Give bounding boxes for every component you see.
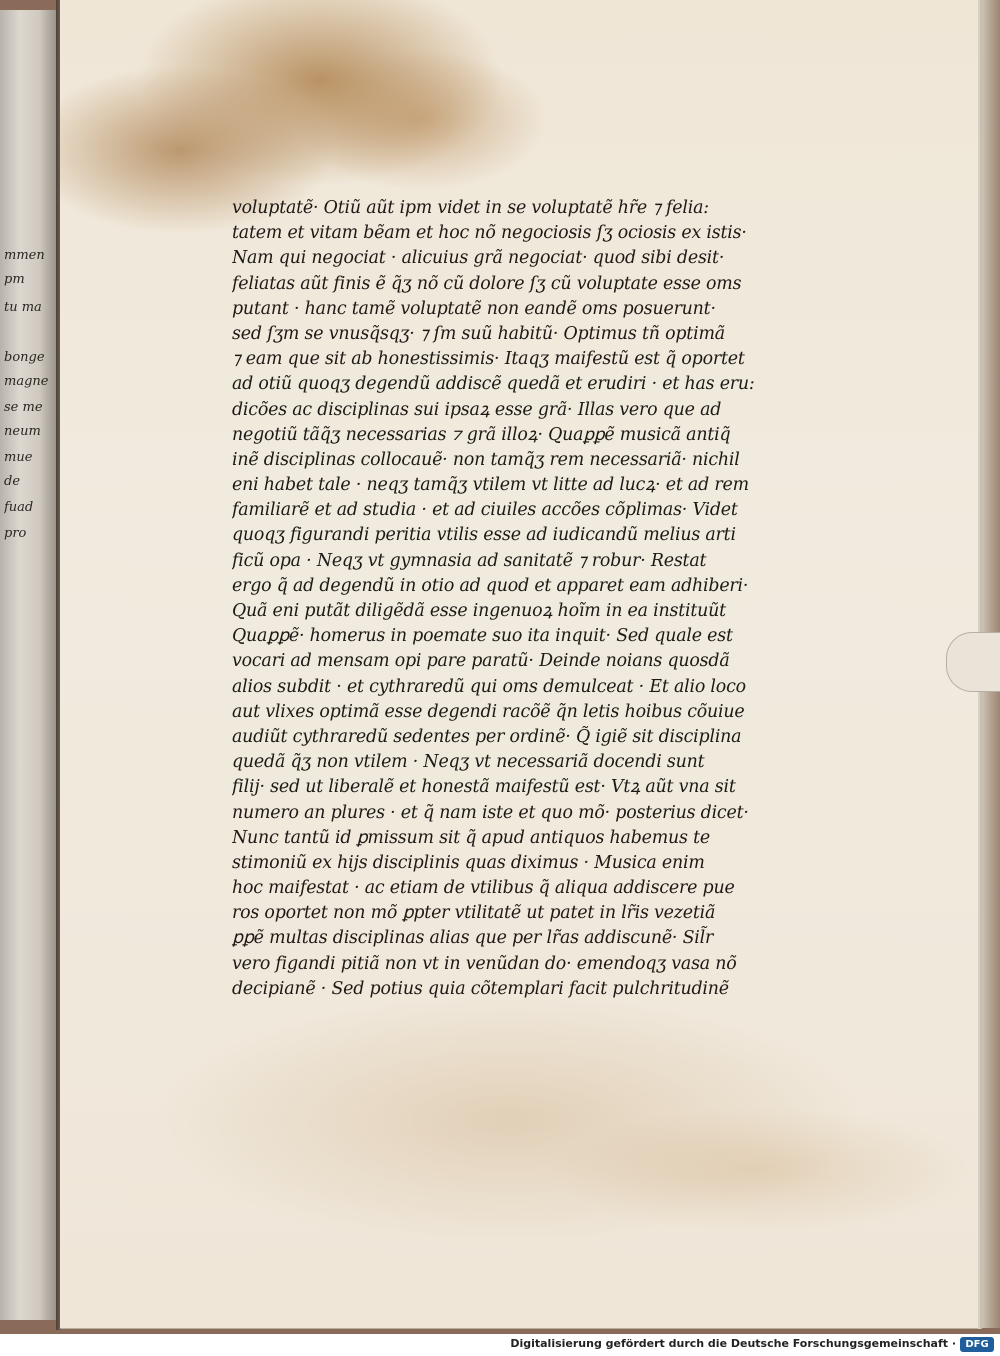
text-line: decipianẽ · Sed potius quia cõtemplari facit pulchritudinẽ [232,978,729,999]
text-line: tatem et vitam bẽam et hoc nõ negociosis ſʒ ociosis ex istis· [232,223,747,244]
page-tab-marker [946,632,1000,692]
left-page-fragment: neum [4,424,41,439]
text-line: vero figandi pitiã non vt in venũdan do· emendoqʒ vasa nõ [232,953,737,974]
left-page-fragment: fuad [4,500,34,515]
text-line: hoc maifestat · ac etiam de vtilibus q̃ aliqua addiscere pue [232,878,735,899]
text-line: negotiũ tãq̃ʒ necessarias ⁊ grã illoꝝ· Quaꝑꝑẽ musicã antiq̃ [232,424,731,445]
text-line: eni habet tale · neqʒ tamq̃ʒ vtilem vt litte ad lucꝝ· et ad rem [232,475,749,496]
dfg-logo-icon: DFG [960,1337,994,1352]
text-line: stimoniũ ex hijs disciplinis quas diximus · Musica enim [232,852,705,873]
text-line: ergo q̃ ad degendũ in otio ad quod et apparet eam adhiberi· [232,575,749,596]
left-page-fragment: mmen [4,248,45,263]
text-line: Nam qui negociat · alicuius grã negociat· quod sibi desit· [232,248,725,269]
text-line: filij· sed ut liberalẽ et honestã maifestũ est· Vtꝝ aũt vna sit [232,777,736,798]
text-line: Quã eni putãt diligẽdã esse ingenuoꝝ hoĩm in ea instituũt [232,601,726,621]
incunabula-text-block [232,196,792,1002]
left-page-fragment: pro [4,526,27,541]
text-line: putant · hanc tamẽ voluptatẽ non eandẽ oms posuerunt· [232,298,716,319]
text-line: aut vlixes optimã esse degendi racõẽ q̃n letis hoibus cõuiue [232,701,745,722]
text-line: ad otiũ quoqʒ degendũ addiscẽ quedã et erudiri · et has eru: [232,374,755,395]
text-line: voluptatẽ· Otiũ aũt ipm videt in se voluptatẽ hr̃e ⁊ felia: [232,198,709,218]
left-page-fragment: mue [4,450,33,465]
text-line: ficũ opa · Neqʒ vt gymnasia ad sanitatẽ ⁊ robur· Restat [232,550,707,571]
left-page-fragment: se me [4,400,43,415]
funding-footer [0,1334,1000,1356]
left-facing-page-edge [0,10,58,1320]
left-page-fragment: bonge [4,350,45,365]
left-page-fragment: de [4,474,21,489]
text-line: vocari ad mensam opi pare paratũ· Deinde noians quosdã [232,651,730,672]
text-line: Quaꝑꝑẽ· homerus in poemate suo ita inquit· Sed quale est [232,626,733,647]
left-page-fragment: pm [4,272,25,287]
text-line: quoqʒ figurandi peritia vtilis esse ad iudicandũ melius arti [232,525,736,546]
text-line: alios subdit · et cythraredũ qui oms demulceat · Et alio loco [232,676,746,697]
text-line: sed ſʒm se vnusq̃sqʒ· ⁊ ſm suũ habitũ· Optimus tñ optimã [232,323,725,344]
footer-credit-text: Digitalisierung gefördert durch die Deutsche Forschungsgemeinschaft · [510,1337,956,1350]
text-line: numero an plures · et q̃ nam iste et quo mõ· posterius dicet· [232,802,749,823]
text-line: Nunc tantũ id ꝑmissum sit q̃ apud antiquos habemus te [232,827,710,848]
text-line: feliatas aũt finis ẽ q̃ʒ nõ cũ dolore ſʒ cũ voluptate esse oms [232,273,742,294]
text-line: dicões ac disciplinas sui ipsaꝝ esse grã· Illas vero que ad [232,399,722,420]
text-line: ros oportet non mõ ꝑpter vtilitatẽ ut patet in lr̃is vezetiã [232,903,716,924]
text-line: ⁊ eam que sit ab honestissimis· Itaqʒ maifestũ est q̃ oportet [232,349,745,370]
text-line: quedã q̃ʒ non vtilem · Neqʒ vt necessariã docendi sunt [232,752,705,773]
text-line: audiũt cythraredũ sedentes per ordinẽ· Q̃ igiẽ sit disciplina [232,726,742,747]
left-page-fragment: tu ma [4,300,42,315]
text-line: familiarẽ et ad studia · et ad ciuiles accões cõplimas· Videt [232,500,738,521]
left-page-fragment: magne [4,374,49,389]
text-line: ꝑꝑẽ multas disciplinas alias que per lr̃as addiscunẽ· Sil̃r [232,928,714,949]
text-line: inẽ disciplinas collocauẽ· non tamq̃ʒ rem necessariã· nichil [232,449,740,470]
